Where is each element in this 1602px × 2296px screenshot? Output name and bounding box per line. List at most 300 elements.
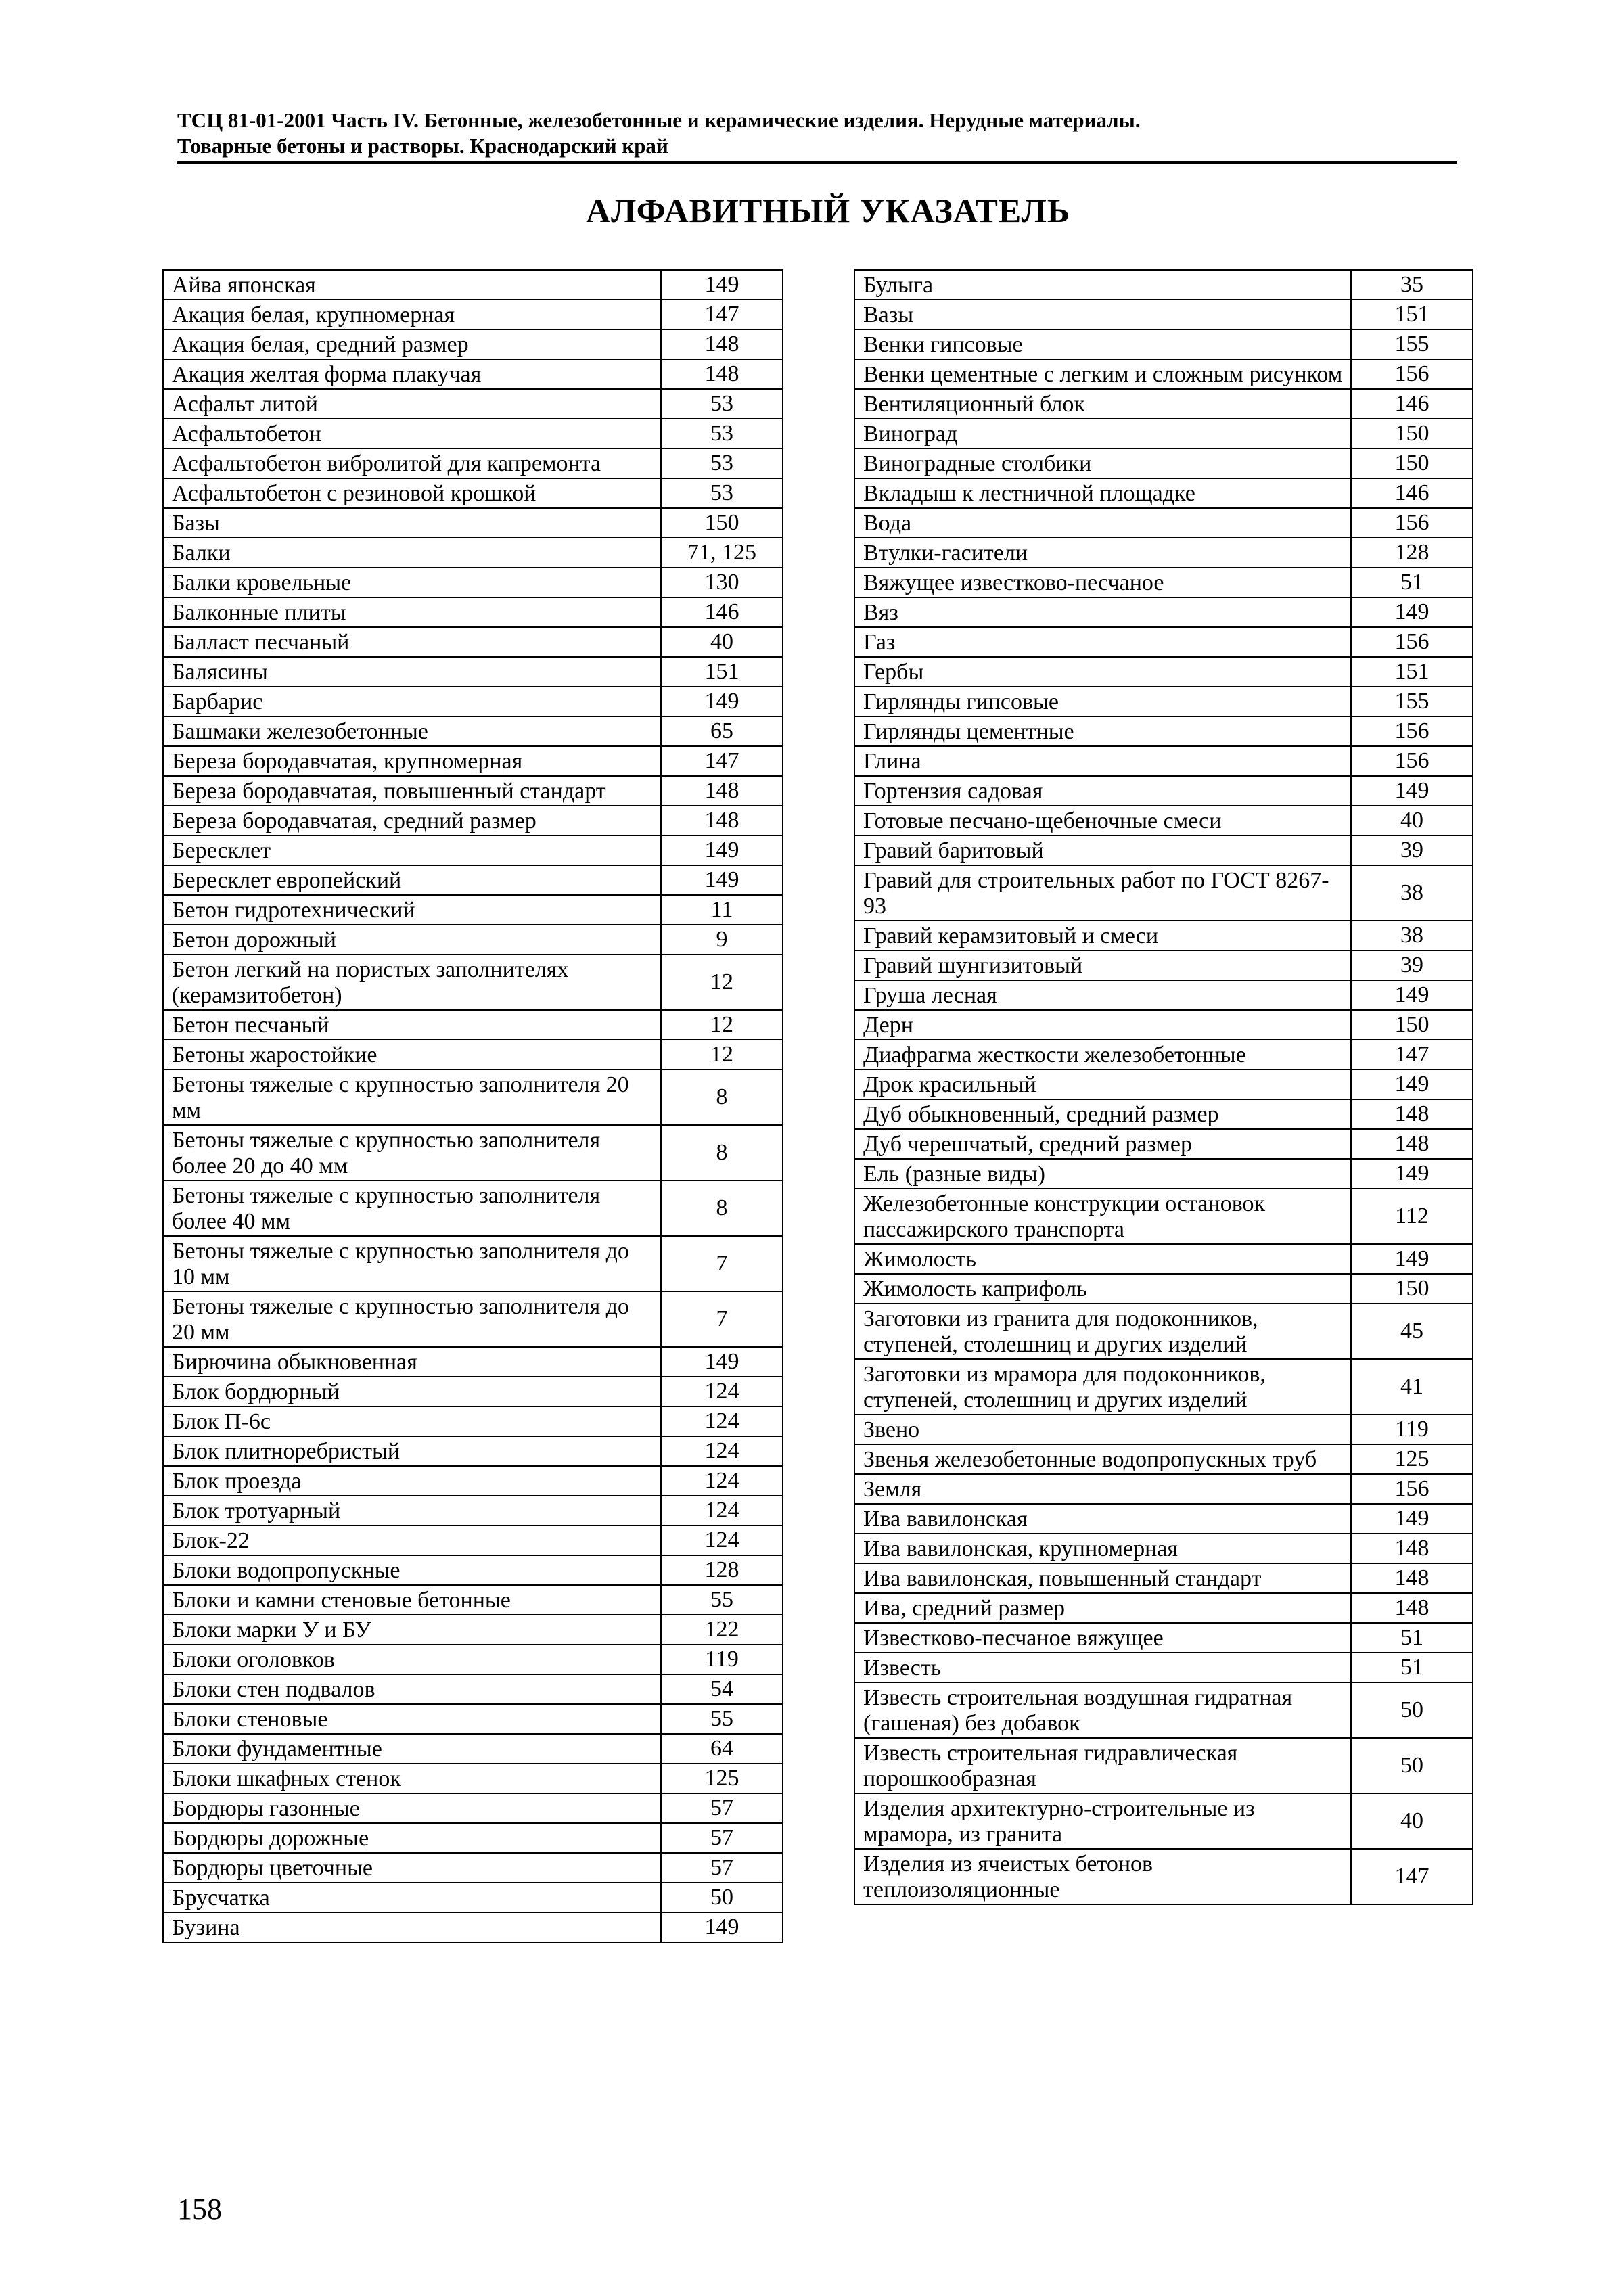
index-entry-name: Виноградные столбики [854, 449, 1351, 478]
index-row [854, 597, 1473, 627]
index-entry-page: 148 [1351, 1129, 1473, 1159]
index-entry-page: 155 [1351, 329, 1473, 359]
index-entry-page: 151 [1351, 657, 1473, 687]
index-row [854, 1244, 1473, 1274]
header-line-2: Товарные бетоны и растворы. Краснодарский край [177, 134, 668, 158]
index-entry-name: Дуб обыкновенный, средний размер [854, 1099, 1351, 1129]
index-row [163, 1010, 783, 1040]
index-entry-page: 53 [661, 419, 783, 449]
index-row [854, 1304, 1473, 1359]
index-entry-page: 38 [1351, 865, 1473, 921]
index-entry-page: 150 [1351, 1274, 1473, 1304]
index-row [854, 1563, 1473, 1593]
index-entry-page: 156 [1351, 359, 1473, 389]
index-entry-page: 7 [661, 1236, 783, 1291]
index-row [854, 300, 1473, 329]
index-row [163, 657, 783, 687]
index-entry-name: Бересклет [163, 835, 661, 865]
index-entry-page: 53 [661, 449, 783, 478]
index-row [163, 1853, 783, 1883]
index-entry-page: 119 [661, 1645, 783, 1674]
index-entry-name: Вяжущее известково-песчаное [854, 568, 1351, 597]
index-entry-name: Бирючина обыкновенная [163, 1347, 661, 1377]
index-row [854, 270, 1473, 300]
index-row [854, 359, 1473, 389]
index-row [854, 716, 1473, 746]
index-row [163, 538, 783, 568]
index-entry-name: Бетоны жаростойкие [163, 1040, 661, 1070]
index-row [163, 955, 783, 1010]
index-row [163, 1525, 783, 1555]
index-row [854, 1359, 1473, 1415]
index-entry-page: 149 [1351, 597, 1473, 627]
index-entry-name: Блоки и камни стеновые бетонные [163, 1585, 661, 1615]
index-entry-name: Блоки шкафных стенок [163, 1764, 661, 1793]
index-entry-name: Вкладыш к лестничной площадке [854, 478, 1351, 508]
page-number: 158 [177, 2192, 222, 2226]
index-entry-page: 51 [1351, 568, 1473, 597]
index-entry-page: 150 [1351, 1010, 1473, 1040]
index-row [163, 716, 783, 746]
index-entry-page: 156 [1351, 746, 1473, 776]
index-entry-name: Жимолость [854, 1244, 1351, 1274]
index-entry-page: 150 [661, 508, 783, 538]
index-entry-page: 149 [1351, 980, 1473, 1010]
index-entry-page: 148 [661, 359, 783, 389]
index-entry-page: 147 [1351, 1849, 1473, 1904]
index-entry-page: 50 [1351, 1682, 1473, 1738]
index-entry-name: Балконные плиты [163, 597, 661, 627]
index-row [163, 1674, 783, 1704]
index-row [163, 1436, 783, 1466]
index-row [163, 1406, 783, 1436]
index-row [854, 1099, 1473, 1129]
index-entry-page: 119 [1351, 1415, 1473, 1444]
index-row [163, 1125, 783, 1180]
index-entry-name: Известково-песчаное вяжущее [854, 1623, 1351, 1653]
index-row [163, 1466, 783, 1496]
index-entry-page: 149 [661, 270, 783, 300]
index-row [854, 657, 1473, 687]
index-entry-page: 148 [661, 329, 783, 359]
index-row [854, 449, 1473, 478]
index-row [163, 776, 783, 806]
index-entry-name: Готовые песчано-щебеночные смеси [854, 806, 1351, 835]
index-row [854, 1593, 1473, 1623]
index-entry-page: 156 [1351, 508, 1473, 538]
index-row [854, 389, 1473, 419]
index-entry-name: Ива вавилонская, повышенный стандарт [854, 1563, 1351, 1593]
index-entry-page: 151 [1351, 300, 1473, 329]
index-entry-name: Известь строительная воздушная гидратная (гашеная) без добавок [854, 1682, 1351, 1738]
index-entry-name: Бетоны тяжелые с крупностью заполнителя до 10 мм [163, 1236, 661, 1291]
index-entry-page: 40 [1351, 806, 1473, 835]
index-entry-name: Блок бордюрный [163, 1377, 661, 1406]
index-row [163, 329, 783, 359]
index-entry-name: Блок П-6с [163, 1406, 661, 1436]
index-row [854, 1070, 1473, 1099]
index-entry-name: Бетон песчаный [163, 1010, 661, 1040]
index-entry-name: Асфальт литой [163, 389, 661, 419]
index-entry-page: 128 [661, 1555, 783, 1585]
index-entry-name: Земля [854, 1474, 1351, 1504]
index-entry-page: 156 [1351, 1474, 1473, 1504]
index-entry-name: Балки кровельные [163, 568, 661, 597]
index-entry-page: 155 [1351, 687, 1473, 716]
index-entry-page: 146 [1351, 478, 1473, 508]
index-row [854, 329, 1473, 359]
index-row [163, 1040, 783, 1070]
index-entry-page: 57 [661, 1793, 783, 1823]
index-entry-name: Блок проезда [163, 1466, 661, 1496]
index-row [854, 1849, 1473, 1904]
index-entry-name: Бетон гидротехнический [163, 895, 661, 925]
index-entry-name: Втулки-гасители [854, 538, 1351, 568]
index-row [163, 1555, 783, 1585]
index-row [163, 835, 783, 865]
header-line-1: ТСЦ 81-01-2001 Часть IV. Бетонные, железобетонные и керамические изделия. Нерудные материалы. [177, 108, 1141, 132]
index-table-left [162, 269, 783, 1943]
index-row [854, 1793, 1473, 1849]
index-row [854, 1653, 1473, 1682]
page-title: АЛФАВИТНЫЙ УКАЗАТЕЛЬ [586, 191, 1070, 229]
index-row [163, 1377, 783, 1406]
index-row [163, 508, 783, 538]
index-row [163, 389, 783, 419]
index-row [163, 1236, 783, 1291]
index-row [854, 568, 1473, 597]
index-entry-page: 51 [1351, 1653, 1473, 1682]
index-entry-name: Асфальтобетон с резиновой крошкой [163, 478, 661, 508]
index-entry-page: 149 [1351, 1070, 1473, 1099]
index-entry-page: 38 [1351, 921, 1473, 950]
index-row [854, 538, 1473, 568]
index-entry-name: Бордюры дорожные [163, 1823, 661, 1853]
index-entry-page: 151 [661, 657, 783, 687]
index-row [163, 895, 783, 925]
index-entry-page: 7 [661, 1291, 783, 1347]
index-entry-page: 130 [661, 568, 783, 597]
index-entry-page: 57 [661, 1823, 783, 1853]
index-entry-name: Дерн [854, 1010, 1351, 1040]
index-entry-name: Акация белая, крупномерная [163, 300, 661, 329]
index-entry-name: Гравий баритовый [854, 835, 1351, 865]
index-entry-page: 41 [1351, 1359, 1473, 1415]
index-row [854, 1189, 1473, 1244]
index-row [163, 597, 783, 627]
index-entry-name: Ива вавилонская [854, 1504, 1351, 1534]
index-row [854, 419, 1473, 449]
index-entry-name: Дуб черешчатый, средний размер [854, 1129, 1351, 1159]
index-row [854, 1504, 1473, 1534]
index-row [854, 478, 1473, 508]
index-entry-page: 124 [661, 1496, 783, 1525]
index-entry-page: 50 [661, 1883, 783, 1912]
index-row [163, 806, 783, 835]
index-row [854, 1159, 1473, 1189]
index-row [163, 627, 783, 657]
index-entry-name: Изделия архитектурно-строительные из мрамора, из гранита [854, 1793, 1351, 1849]
index-entry-page: 149 [1351, 776, 1473, 806]
index-entry-page: 53 [661, 478, 783, 508]
index-entry-name: Жимолость каприфоль [854, 1274, 1351, 1304]
index-entry-name: Айва японская [163, 270, 661, 300]
index-entry-page: 54 [661, 1674, 783, 1704]
index-entry-name: Бузина [163, 1912, 661, 1942]
index-row [163, 865, 783, 895]
index-row [163, 1912, 783, 1942]
index-row [163, 478, 783, 508]
index-row [163, 1764, 783, 1793]
index-row [854, 1474, 1473, 1504]
index-row [854, 1623, 1473, 1653]
index-entry-name: Бересклет европейский [163, 865, 661, 895]
index-entry-page: 125 [1351, 1444, 1473, 1474]
index-entry-page: 11 [661, 895, 783, 925]
index-entry-name: Вода [854, 508, 1351, 538]
index-entry-page: 40 [661, 627, 783, 657]
index-row [163, 1180, 783, 1236]
index-entry-name: Бетон дорожный [163, 925, 661, 955]
index-entry-page: 64 [661, 1734, 783, 1764]
index-entry-name: Асфальтобетон вибролитой для капремонта [163, 449, 661, 478]
index-entry-name: Вяз [854, 597, 1351, 627]
index-entry-name: Диафрагма жесткости железобетонные [854, 1040, 1351, 1070]
index-entry-name: Булыга [854, 270, 1351, 300]
index-row [163, 1823, 783, 1853]
index-table-right [854, 269, 1473, 1905]
index-entry-page: 12 [661, 955, 783, 1010]
index-entry-name: Звенья железобетонные водопропускных труб [854, 1444, 1351, 1474]
index-row [163, 1070, 783, 1125]
index-row [163, 1291, 783, 1347]
index-entry-name: Балки [163, 538, 661, 568]
index-entry-page: 128 [1351, 538, 1473, 568]
index-row [163, 270, 783, 300]
index-row [163, 449, 783, 478]
index-entry-page: 53 [661, 389, 783, 419]
index-entry-page: 125 [661, 1764, 783, 1793]
index-row [854, 806, 1473, 835]
index-entry-name: Бетоны тяжелые с крупностью заполнителя более 20 до 40 мм [163, 1125, 661, 1180]
index-entry-page: 71, 125 [661, 538, 783, 568]
index-entry-page: 124 [661, 1436, 783, 1466]
index-entry-name: Бетоны тяжелые с крупностью заполнителя до 20 мм [163, 1291, 661, 1347]
index-entry-page: 55 [661, 1704, 783, 1734]
index-entry-name: Бетоны тяжелые с крупностью заполнителя более 40 мм [163, 1180, 661, 1236]
index-entry-name: Балясины [163, 657, 661, 687]
index-entry-page: 147 [661, 300, 783, 329]
index-entry-name: Гирлянды гипсовые [854, 687, 1351, 716]
index-entry-name: Базы [163, 508, 661, 538]
index-entry-page: 148 [661, 776, 783, 806]
index-entry-name: Бетон легкий на пористых заполнителях (керамзитобетон) [163, 955, 661, 1010]
index-entry-name: Ива вавилонская, крупномерная [854, 1534, 1351, 1563]
index-entry-page: 112 [1351, 1189, 1473, 1244]
index-entry-page: 150 [1351, 449, 1473, 478]
index-entry-page: 146 [1351, 389, 1473, 419]
index-entry-name: Блок тротуарный [163, 1496, 661, 1525]
index-row [163, 419, 783, 449]
index-entry-name: Балласт песчаный [163, 627, 661, 657]
index-entry-page: 148 [1351, 1593, 1473, 1623]
index-entry-page: 149 [1351, 1244, 1473, 1274]
index-entry-page: 55 [661, 1585, 783, 1615]
index-row [854, 1444, 1473, 1474]
index-row [854, 921, 1473, 950]
index-entry-page: 65 [661, 716, 783, 746]
index-entry-name: Изделия из ячеистых бетонов теплоизоляционные [854, 1849, 1351, 1904]
index-entry-name: Гортензия садовая [854, 776, 1351, 806]
index-row [854, 1415, 1473, 1444]
index-row [854, 1682, 1473, 1738]
header-rule [177, 161, 1457, 164]
index-row [163, 1645, 783, 1674]
index-entry-page: 147 [661, 746, 783, 776]
index-entry-page: 39 [1351, 835, 1473, 865]
index-entry-name: Блок плитноребристый [163, 1436, 661, 1466]
index-entry-name: Брусчатка [163, 1883, 661, 1912]
index-entry-page: 147 [1351, 1040, 1473, 1070]
index-row [163, 746, 783, 776]
index-entry-name: Железобетонные конструкции остановок пассажирского транспорта [854, 1189, 1351, 1244]
index-entry-page: 51 [1351, 1623, 1473, 1653]
index-row [163, 1734, 783, 1764]
index-row [854, 865, 1473, 921]
index-entry-name: Береза бородавчатая, крупномерная [163, 746, 661, 776]
index-entry-page: 50 [1351, 1738, 1473, 1793]
index-entry-page: 8 [661, 1180, 783, 1236]
index-entry-page: 39 [1351, 950, 1473, 980]
index-entry-name: Акация белая, средний размер [163, 329, 661, 359]
index-row [163, 1585, 783, 1615]
index-entry-name: Гравий для строительных работ по ГОСТ 8267-93 [854, 865, 1351, 921]
index-row [163, 687, 783, 716]
index-entry-name: Известь [854, 1653, 1351, 1682]
index-entry-name: Заготовки из гранита для подоконников, ступеней, столешниц и других изделий [854, 1304, 1351, 1359]
index-row [163, 300, 783, 329]
index-entry-name: Береза бородавчатая, повышенный стандарт [163, 776, 661, 806]
index-row [854, 1738, 1473, 1793]
index-entry-page: 156 [1351, 627, 1473, 657]
index-entry-page: 148 [1351, 1099, 1473, 1129]
index-entry-page: 40 [1351, 1793, 1473, 1849]
index-entry-page: 8 [661, 1070, 783, 1125]
index-entry-page: 149 [1351, 1159, 1473, 1189]
index-entry-page: 148 [661, 806, 783, 835]
index-entry-page: 124 [661, 1466, 783, 1496]
index-row [854, 1534, 1473, 1563]
index-row [854, 950, 1473, 980]
index-entry-page: 124 [661, 1525, 783, 1555]
index-entry-name: Известь строительная гидравлическая порошкообразная [854, 1738, 1351, 1793]
index-row [163, 925, 783, 955]
index-entry-name: Бордюры газонные [163, 1793, 661, 1823]
index-entry-name: Груша лесная [854, 980, 1351, 1010]
index-entry-name: Ива, средний размер [854, 1593, 1351, 1623]
index-row [163, 1793, 783, 1823]
index-row [163, 1704, 783, 1734]
index-entry-page: 149 [661, 1912, 783, 1942]
index-row [163, 359, 783, 389]
index-entry-name: Ель (разные виды) [854, 1159, 1351, 1189]
index-entry-page: 45 [1351, 1304, 1473, 1359]
index-row [854, 776, 1473, 806]
index-entry-page: 156 [1351, 716, 1473, 746]
index-row [854, 1129, 1473, 1159]
index-entry-name: Бордюры цветочные [163, 1853, 661, 1883]
index-entry-name: Гравий керамзитовый и смеси [854, 921, 1351, 950]
index-entry-name: Барбарис [163, 687, 661, 716]
index-entry-page: 149 [661, 1347, 783, 1377]
index-entry-page: 124 [661, 1406, 783, 1436]
index-entry-name: Бетоны тяжелые с крупностью заполнителя 20 мм [163, 1070, 661, 1125]
index-entry-page: 146 [661, 597, 783, 627]
index-row [854, 508, 1473, 538]
index-entry-name: Асфальтобетон [163, 419, 661, 449]
index-entry-page: 8 [661, 1125, 783, 1180]
index-entry-page: 149 [661, 687, 783, 716]
index-entry-name: Блоки оголовков [163, 1645, 661, 1674]
index-entry-name: Акация желтая форма плакучая [163, 359, 661, 389]
index-entry-page: 124 [661, 1377, 783, 1406]
index-row [854, 1010, 1473, 1040]
index-entry-name: Блоки стен подвалов [163, 1674, 661, 1704]
index-entry-name: Гирлянды цементные [854, 716, 1351, 746]
index-entry-page: 149 [661, 835, 783, 865]
index-entry-page: 149 [1351, 1504, 1473, 1534]
index-row [163, 1615, 783, 1645]
index-row [854, 687, 1473, 716]
index-row [854, 835, 1473, 865]
index-entry-name: Дрок красильный [854, 1070, 1351, 1099]
index-entry-name: Звено [854, 1415, 1351, 1444]
index-entry-name: Глина [854, 746, 1351, 776]
index-entry-name: Гравий шунгизитовый [854, 950, 1351, 980]
index-entry-name: Вентиляционный блок [854, 389, 1351, 419]
index-entry-name: Блоки стеновые [163, 1704, 661, 1734]
index-entry-page: 35 [1351, 270, 1473, 300]
index-entry-name: Венки цементные с легким и сложным рисунком [854, 359, 1351, 389]
index-entry-name: Блоки водопропускные [163, 1555, 661, 1585]
index-entry-name: Венки гипсовые [854, 329, 1351, 359]
index-entry-page: 122 [661, 1615, 783, 1645]
index-row [854, 980, 1473, 1010]
index-entry-page: 9 [661, 925, 783, 955]
index-entry-name: Береза бородавчатая, средний размер [163, 806, 661, 835]
index-entry-page: 150 [1351, 419, 1473, 449]
index-entry-name: Блок-22 [163, 1525, 661, 1555]
index-row [854, 1274, 1473, 1304]
index-entry-name: Блоки марки У и БУ [163, 1615, 661, 1645]
index-row [163, 1496, 783, 1525]
index-entry-name: Гербы [854, 657, 1351, 687]
index-row [163, 568, 783, 597]
index-entry-name: Башмаки железобетонные [163, 716, 661, 746]
index-entry-page: 12 [661, 1010, 783, 1040]
index-entry-page: 148 [1351, 1534, 1473, 1563]
index-row [854, 746, 1473, 776]
index-row [163, 1883, 783, 1912]
index-entry-page: 148 [1351, 1563, 1473, 1593]
index-entry-name: Виноград [854, 419, 1351, 449]
index-row [854, 1040, 1473, 1070]
index-entry-name: Вазы [854, 300, 1351, 329]
index-entry-name: Заготовки из мрамора для подоконников, ступеней, столешниц и других изделий [854, 1359, 1351, 1415]
index-entry-page: 149 [661, 865, 783, 895]
index-entry-name: Блоки фундаментные [163, 1734, 661, 1764]
index-entry-page: 12 [661, 1040, 783, 1070]
